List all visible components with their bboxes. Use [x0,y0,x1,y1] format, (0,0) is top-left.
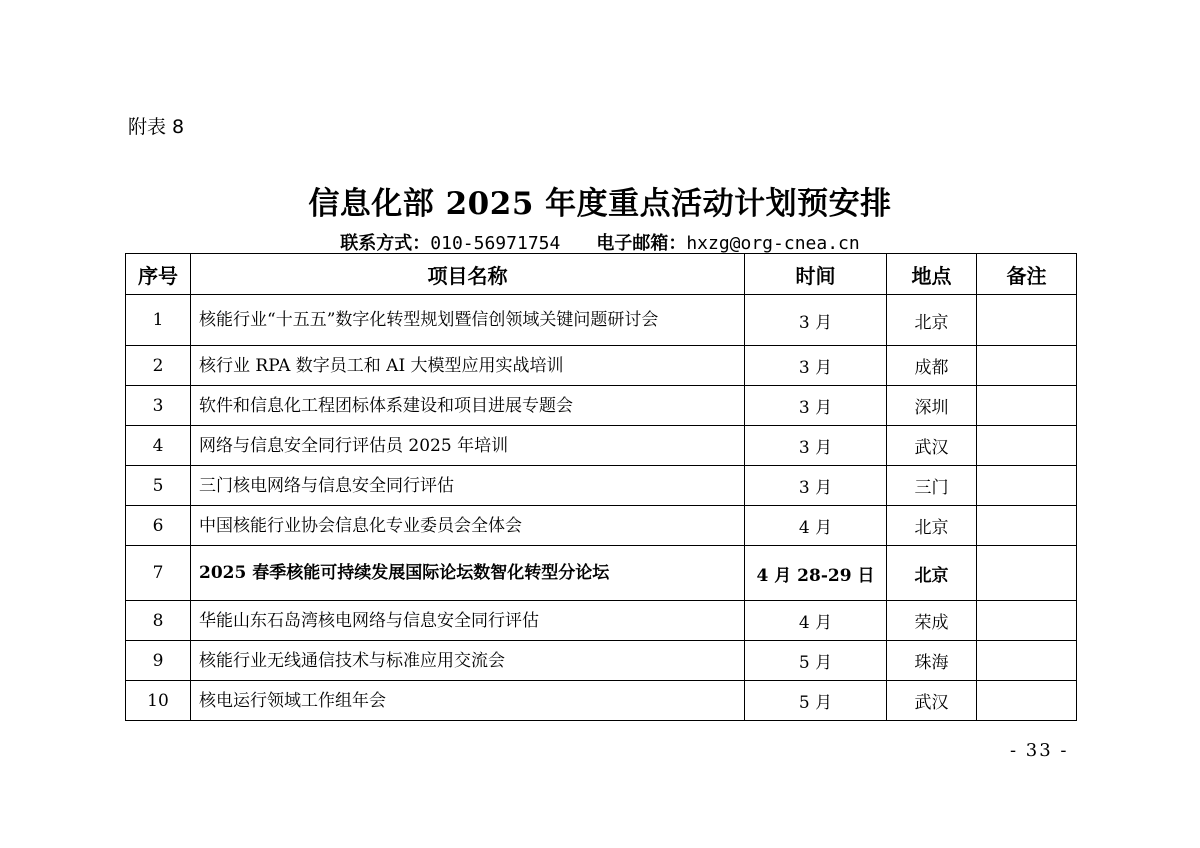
row-name: 网络与信息安全同行评估员 2025 年培训 [191,426,745,466]
table-row [126,346,1077,386]
row-time: 4 月 [745,601,887,641]
table-row [126,466,1077,506]
document-title: 信息化部 2025 年度重点活动计划预安排 [308,186,892,222]
row-name: 核电运行领域工作组年会 [191,681,745,721]
table-row [126,426,1077,466]
email-address: hxzg@org-cnea.cn [686,233,860,254]
row-no: 2 [126,346,191,386]
table-row [126,641,1077,681]
row-place: 北京 [887,295,977,346]
table-row [126,506,1077,546]
page-number: - 33 - [1010,740,1069,761]
row-time: 3 月 [745,295,887,346]
row-no: 10 [126,681,191,721]
row-time: 4 月 28-29 日 [745,546,887,601]
row-name: 软件和信息化工程团标体系建设和项目进展专题会 [191,386,745,426]
row-note [977,601,1077,641]
row-place: 珠海 [887,641,977,681]
row-time: 4 月 [745,506,887,546]
row-time: 3 月 [745,426,887,466]
row-note [977,641,1077,681]
row-no: 3 [126,386,191,426]
row-note [977,506,1077,546]
row-note [977,346,1077,386]
row-no: 5 [126,466,191,506]
phone-label: 联系方式： [340,233,431,254]
table-row [126,386,1077,426]
row-place: 北京 [887,546,977,601]
row-note [977,546,1077,601]
email-label: 电子邮箱： [596,233,687,254]
table-row [126,601,1077,641]
header-place: 地点 [887,254,977,295]
header-name: 项目名称 [191,254,745,295]
table-row [126,295,1077,346]
row-note [977,386,1077,426]
table-header-row [126,254,1077,295]
row-no: 1 [126,295,191,346]
phone-number: 010-56971754 [430,233,561,254]
row-name: 三门核电网络与信息安全同行评估 [191,466,745,506]
row-no: 7 [126,546,191,601]
row-time: 5 月 [745,681,887,721]
row-name: 核行业 RPA 数字员工和 AI 大模型应用实战培训 [191,346,745,386]
activity-table [125,253,1077,721]
row-time: 5 月 [745,641,887,681]
row-place: 北京 [887,506,977,546]
row-time: 3 月 [745,386,887,426]
header-no: 序号 [126,254,191,295]
header-time: 时间 [745,254,887,295]
contact-line [0,229,1200,255]
row-time: 3 月 [745,466,887,506]
row-note [977,466,1077,506]
row-name: 2025 春季核能可持续发展国际论坛数智化转型分论坛 [191,546,745,601]
row-note [977,295,1077,346]
row-place: 荣成 [887,601,977,641]
table-row [126,681,1077,721]
appendix-label: 附表 8 [128,116,185,138]
row-place: 三门 [887,466,977,506]
row-note [977,426,1077,466]
row-no: 9 [126,641,191,681]
row-note [977,681,1077,721]
table-row-highlighted [126,546,1077,601]
row-name: 核能行业“十五五”数字化转型规划暨信创领域关键问题研讨会 [191,295,745,346]
header-note: 备注 [977,254,1077,295]
row-name: 中国核能行业协会信息化专业委员会全体会 [191,506,745,546]
row-place: 武汉 [887,426,977,466]
row-name: 核能行业无线通信技术与标准应用交流会 [191,641,745,681]
row-time: 3 月 [745,346,887,386]
row-no: 6 [126,506,191,546]
row-name: 华能山东石岛湾核电网络与信息安全同行评估 [191,601,745,641]
row-place: 深圳 [887,386,977,426]
row-place: 成都 [887,346,977,386]
row-no: 8 [126,601,191,641]
row-place: 武汉 [887,681,977,721]
row-no: 4 [126,426,191,466]
